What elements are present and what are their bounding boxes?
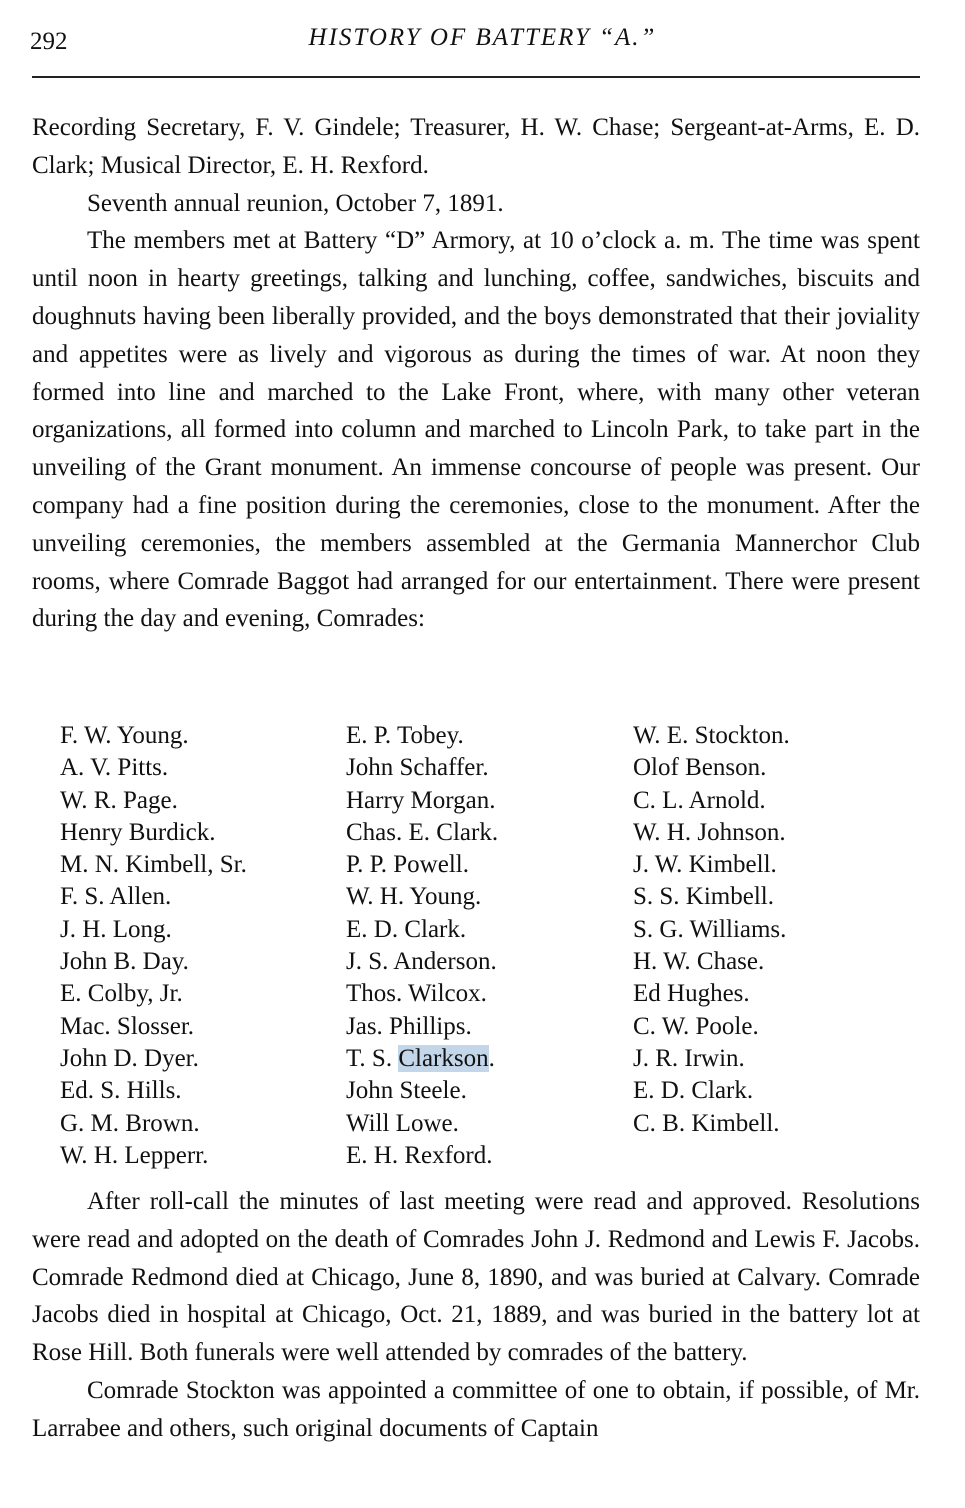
comrades-roster	[0, 720, 965, 1180]
name-suffix: .	[488, 1044, 495, 1072]
paragraph-rollcall[interactable]: After roll-call the minutes of last meeting were read and approved. Resolutions were read and adopted on the death of Comrades John J. Redmond and Lewis F. Jacobs. Comrade Redmond died at Chicago, June 8, 1890, and was buried at Calvary. Comrade Jacobs died in hospital at Chicago, Oct. 21, 1889, and was buried in the battery lot at Rose Hill. Both funerals were well attended by comrades of the battery.	[32, 1188, 920, 1367]
roster-name[interactable]: G. M. Brown.	[60, 1109, 200, 1137]
roster-name[interactable]: John B. Day.	[60, 948, 189, 976]
roster-name[interactable]: Ed. S. Hills.	[60, 1077, 182, 1105]
roster-name[interactable]: F. W. Young.	[60, 722, 189, 749]
upper-text	[32, 109, 920, 638]
lower-text	[32, 1183, 920, 1448]
roster-name[interactable]: S. S. Kimbell.	[633, 883, 774, 911]
roster-name[interactable]: E. D. Clark.	[346, 915, 467, 943]
roster-name[interactable]: C. W. Poole.	[633, 1012, 759, 1040]
roster-name[interactable]: W. H. Lepperr.	[60, 1141, 209, 1169]
roster-name[interactable]: Mac. Slosser.	[60, 1012, 195, 1040]
header-rule	[32, 76, 920, 78]
roster-name[interactable]: Chas. E. Clark.	[346, 818, 499, 846]
paragraph-stockton[interactable]: Comrade Stockton was appointed a committee of one to obtain, if possible, of Mr. Larrabee and others, such original documents of Captain	[32, 1376, 920, 1442]
roster-name[interactable]: J. S. Anderson.	[346, 948, 497, 976]
running-title: HISTORY OF BATTERY “A.”	[308, 24, 657, 51]
roster-name[interactable]: S. G. Williams.	[633, 915, 787, 943]
roster-name[interactable]: W. R. Page.	[60, 786, 178, 814]
roster-column-2	[346, 720, 498, 1172]
roster-name[interactable]: J. R. Irwin.	[633, 1044, 745, 1072]
selected-text[interactable]: Clarkson	[398, 1044, 489, 1072]
roster-name[interactable]: Olof Benson.	[633, 754, 767, 782]
roster-name[interactable]: Harry Morgan.	[346, 786, 496, 814]
roster-name[interactable]: E. Colby, Jr.	[60, 980, 183, 1008]
paragraph-reunion[interactable]: Seventh annual reunion, October 7, 1891.	[87, 189, 504, 217]
roster-name[interactable]: John Steele.	[346, 1077, 467, 1105]
roster-name[interactable]: H. W. Chase.	[633, 948, 765, 976]
roster-name[interactable]: John Schaffer.	[346, 754, 489, 782]
roster-name[interactable]: E. H. Rexford.	[346, 1141, 493, 1169]
roster-name[interactable]: J. H. Long.	[60, 915, 172, 943]
roster-name[interactable]: E. P. Tobey.	[346, 722, 464, 749]
roster-name[interactable]: W. H. Young.	[346, 883, 482, 911]
roster-name[interactable]: W. E. Stockton.	[633, 722, 790, 749]
roster-name[interactable]: Thos. Wilcox.	[346, 980, 487, 1008]
roster-name[interactable]: M. N. Kimbell, Sr.	[60, 851, 247, 879]
roster-column-1	[60, 720, 247, 1172]
roster-name[interactable]: Jas. Phillips.	[346, 1012, 472, 1040]
roster-name-highlighted[interactable]	[346, 1043, 498, 1075]
roster-name[interactable]: F. S. Allen.	[60, 883, 172, 911]
roster-name[interactable]: John D. Dyer.	[60, 1044, 199, 1072]
roster-name[interactable]: W. H. Johnson.	[633, 818, 786, 846]
roster-name[interactable]: Ed Hughes.	[633, 980, 750, 1008]
roster-name[interactable]: P. P. Powell.	[346, 851, 469, 879]
page-number: 292	[30, 28, 68, 55]
roster-name[interactable]: Will Lowe.	[346, 1109, 459, 1137]
roster-name[interactable]: J. W. Kimbell.	[633, 851, 777, 879]
name-prefix: T. S.	[346, 1044, 399, 1072]
paragraph-officers[interactable]: Recording Secretary, F. V. Gindele; Treasurer, H. W. Chase; Sergeant-at-Arms, E. D. Clark; Musical Director, E. H. Rexford.	[32, 114, 920, 179]
roster-name[interactable]: E. D. Clark.	[633, 1077, 754, 1105]
roster-name[interactable]: A. V. Pitts.	[60, 754, 169, 782]
roster-name[interactable]: Henry Burdick.	[60, 818, 216, 846]
roster-name[interactable]: C. L. Arnold.	[633, 786, 766, 814]
roster-name[interactable]: C. B. Kimbell.	[633, 1109, 780, 1137]
roster-column-3	[633, 720, 790, 1140]
paragraph-meeting[interactable]: The members met at Battery “D” Armory, at 10 o’clock a. m. The time was spent until noon in hearty greetings, talking and lunching, coffee, sandwiches, biscuits and doughnuts having been liberally provided, and the boys demonstrated that their joviality and appetites were as lively and vigorous as during the times of war. At noon they formed into line and marched to the Lake Front, where, with many other veteran organizations, all formed into column and marched to Lincoln Park, to take part in the unveiling of the Grant monument. An immense concourse of people was present. Our company had a fine position during the ceremonies, close to the monument. After the unveiling ceremonies, the members assembled at the Germania Mannerchor Club rooms, where Comrade Baggot had arranged for our entertainment. There were present during the day and evening, Comrades:	[32, 227, 920, 633]
